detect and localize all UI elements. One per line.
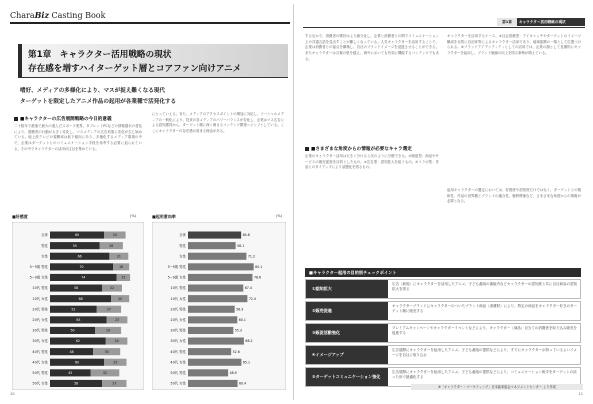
chart2-category-label: 女性 — [179, 254, 186, 259]
checklist-row-desc: キャラクターブランドにキャラクターのついたブランド商品（消費財）により、特定の商品をキャラクター好きのターゲット層に販売する — [392, 304, 578, 313]
chart2-value-label: 64.8 — [242, 233, 250, 238]
chapter-subtitle: 存在感を増すハイターゲット層とコアファン向けアニメ — [28, 64, 242, 74]
chart2-category-label: 30代 女性 — [170, 339, 186, 344]
chart1-value-label-series2: 15 — [121, 275, 126, 280]
checklist-row-desc: 広告（新規）にキャラクターを活用したアニメ、子ども番組の番組内などキャラクターの認知度と共に自社商品の認知拡大を図る — [392, 282, 577, 291]
chart2-title: ■起用意向率 — [152, 214, 176, 219]
left-page — [6, 6, 292, 398]
right-body-col2: キャラクターを活用するケース。④社会貢献型：アイキャッチやターゲットのイメージ醸成を目的に自治体等によるキャラクター活用であり、地域振興の一環として位置づけられる。⑤ブランドアイデンティティとしての活用では、企業の顔として長期的にキャラクターを起用し、ブランド価値の向上を図る事例が増えている。 — [447, 34, 581, 56]
checklist-row-head: ①認知拡大 — [306, 280, 388, 298]
chart1-value-label-series2: 27 — [106, 307, 111, 312]
chart2-value-label: 67.4 — [244, 286, 252, 291]
chart2-category-label: 5~9歳 男性 — [167, 265, 186, 269]
chart2-category-label: 40代 男性 — [170, 349, 186, 354]
checklist-row-head: ③販促活動強化 — [306, 324, 388, 342]
chart2-value-label: 60.1 — [238, 318, 246, 322]
chart1-value-label-series2: 32 — [102, 371, 107, 375]
chart1-value-label-series2: 30 — [104, 349, 109, 354]
running-header — [497, 18, 585, 26]
brand-logo — [10, 10, 105, 20]
chart1-value-label-series1: 63 — [76, 318, 81, 322]
right-body-col1: するなかで、消費者の嗜好はより細分化し、企業と消費者との間でコミュニケーション上の共通言語を見出すことが難しくなっている。人気キャラクターを活用することで、企業は消費者との接点を構築し、自社のブランドイメージを浸透させることができる。またキャラクターは言葉の壁を越え、海外においても有効に機能するコンテンツでもある。 — [305, 34, 439, 61]
chart2-value-label: 71.2 — [247, 254, 255, 259]
chart1-category-label: 40代 男性 — [32, 349, 48, 354]
section-heading-1: ■キャラクターの広告展開戦略の今日的意義 — [14, 116, 112, 122]
source-footnote: ※「キャラクター・マーケティング」日本能率協会マネジメントセンター より作成 — [411, 384, 583, 390]
chart2-value-label: 60.4 — [239, 381, 247, 386]
chart1-value-label-series2: 20 — [118, 296, 123, 301]
section-heading-2: ■さまざまな角度からの情報が必要なキャラ選定 — [305, 146, 412, 152]
chart2-bar — [188, 295, 247, 302]
chart1-category-label: 50代 男性 — [32, 371, 48, 375]
checklist-row-head: ④イメージアップ — [306, 346, 388, 364]
chart1-value-label-series2: 26 — [109, 243, 114, 248]
chart2-value-label: 78.6 — [253, 275, 262, 280]
chart1-value-label-series1: 60 — [74, 233, 80, 238]
brand-accent: Biz — [34, 10, 49, 20]
checklist-row — [305, 279, 581, 299]
chart1-category-label: 20代 女性 — [32, 318, 48, 322]
checklist-row-desc: 広告展開にキャラクターを起用したアニメ、子ども番組の提供などにより、コミュニケーション相手をターゲットの絞った形で最適化する — [392, 370, 577, 379]
chart2-bar — [188, 348, 231, 355]
chart2-bar — [188, 380, 238, 387]
right-page — [301, 6, 587, 398]
chart2-value-label: 72.4 — [248, 296, 256, 301]
chart2-category-label: 10代 男性 — [170, 286, 186, 291]
chart2-bar — [188, 242, 236, 249]
checklist-row-desc: プレミアムキャンペーンやキャラクターイベントなどにより、キャラクター（商品）目当ての消費者を取り込み販売を促進する — [392, 326, 577, 335]
chart2-category-label: 50代 男性 — [170, 371, 186, 375]
chart2-category-label: 20代 男性 — [170, 307, 186, 312]
chart2-value-label: 80.1 — [255, 265, 263, 269]
chart2-category-label: 50代 女性 — [170, 381, 186, 386]
chart1-category-label: 30代 女性 — [32, 339, 48, 344]
checklist-row-head: ②販売促進 — [306, 302, 388, 320]
chart1-value-label-series2: 23 — [115, 318, 120, 322]
chart1-value-label-series2: 24 — [112, 233, 117, 238]
chart1-category-label: 5~9歳 女性 — [29, 275, 48, 280]
lead-line-2: ターゲットを限定したアニメ作品の起用が各業種で活発化する — [20, 99, 177, 105]
chart2-bar — [188, 285, 243, 292]
chart2-bar — [188, 369, 228, 376]
chart1-unit: (%) — [130, 214, 137, 218]
chart1-value-label-series2: 24 — [114, 339, 119, 344]
chart1-category-label: 20代 男性 — [32, 307, 48, 312]
body-text-col1: 二十数年で最速で最大の進んだスポーツ業界、タブレットPCなどの情報端末の普及により、視聴者の行動が大きく変化し、マスメディアの広告効果に変化が生じ始めている。地上波テレビの視聴率は低下傾向にあり、多様化するメディア環境の中で、企業はターゲットとのコミュニケーション手段を再考する必要に迫られている。その中でキャラクターの活用が注目を集めている。 — [14, 124, 142, 151]
chart2-category-label: 40代 女性 — [170, 360, 186, 365]
chart1-value-label-series1: 45 — [68, 371, 73, 375]
brand-prefix: Chara — [10, 11, 35, 20]
chapter-title-banner — [18, 44, 288, 78]
page-gutter — [293, 4, 294, 400]
chart2-category-label: 20代 女性 — [170, 318, 186, 322]
chart1-value-label-series1: 74 — [81, 275, 86, 280]
right-body-col3: 企業のキャラクター活用は大きく分けると次のように分類できる。①販促型：商品やサービスの販売促進を目的としたもの。②広告型：認知拡大を狙うもの。③コラボ型：作品とのタイアップにより話題化を図るもの。 — [305, 154, 439, 170]
checklist-title: ■キャラクター起用の目的別チェックポイント — [305, 268, 581, 277]
chart2-bar — [188, 263, 254, 270]
running-header-label: キャラクター活用戦略の現状 — [519, 20, 566, 24]
chart1-value-label-series1: 58 — [74, 286, 79, 291]
chart1-category-label: 男性 — [41, 243, 48, 248]
chart2-category-label: 男性 — [179, 243, 186, 248]
chart1-stacked-bar — [12, 222, 144, 390]
body-text-col2: にとっていえる。また、メディアのアクセスポイントの増加に対応し、ソーシャルメディアの一般化により、従来の各メディアのパワーバランスが変化し、企業はマス広告による認知獲得から、ターゲット層に深く刺さるコンテンツ開発へとシフトしている。ここにキャラクターの存在感が高まる理由がある。 — [152, 112, 284, 134]
chart1-value-label-series1: 48 — [69, 349, 74, 354]
right-body-col4: 起用キャラクターの選定においては、好感度や認知度だけではなく、ターゲットとの親和性、作品の世界観とブランドの適合性、権利関係など、さまざまな角度からの情報が必要となる。 — [447, 188, 581, 204]
chart2-bar — [188, 306, 235, 313]
chart1-category-label: 10代 男性 — [32, 286, 48, 291]
chart2-bar — [188, 232, 241, 239]
chart2-value-label: 52.6 — [232, 349, 240, 354]
brand-suffix: Casting Book — [48, 11, 106, 20]
chart1-value-label-series2: 22 — [110, 286, 115, 291]
running-header-chapter: 第1章 — [497, 18, 517, 26]
chapter-title: 第1章 キャラクター活用戦略の現状 — [28, 50, 172, 60]
chart2-bar — [188, 274, 252, 281]
checklist-row-head: ⑤ターゲットコミュニケーション強化 — [306, 368, 388, 386]
chart1-title: ■好感度 — [12, 214, 28, 219]
chart1-value-label-series2: 21 — [116, 254, 121, 259]
chart2-category-label: 10代 女性 — [170, 296, 186, 301]
chart2-bar — [188, 327, 233, 334]
chart1-value-label-series1: 52 — [71, 307, 76, 312]
chart2-category-label: 5~9歳 女性 — [167, 275, 186, 280]
chart1-value-label-series1: 55 — [72, 243, 77, 248]
chart2-category-label: 30代 男性 — [170, 328, 186, 333]
chart1-category-label: 40代 女性 — [32, 360, 48, 365]
chart1-value-label-series1: 66 — [77, 254, 82, 259]
chart1-category-label: 5~9歳 男性 — [29, 265, 48, 269]
lead-line-1: 嗜好、メディアの多様化により、マスが捉え難くなる現代 — [20, 88, 165, 94]
chart1-value-label-series1: 62 — [75, 339, 80, 344]
chart2-value-label: 68.2 — [245, 339, 253, 344]
chart1-value-label-series1: 60 — [74, 360, 80, 365]
chart1-category-label: 30代 男性 — [32, 328, 48, 333]
chart2-value-label: 56.9 — [236, 307, 244, 312]
chart2-value-label: 55.3 — [234, 328, 242, 333]
chart2-bar — [188, 338, 244, 345]
chart2-bar — [188, 253, 246, 260]
chart2-bar — [188, 316, 237, 323]
chart1-category-label: 女性 — [41, 254, 48, 259]
chart2-value-label: 58.1 — [237, 243, 245, 248]
chart1-value-label-series2: 29 — [106, 328, 111, 333]
chart1-category-label: 50代 女性 — [32, 381, 48, 386]
chart2-value-label: 65.1 — [242, 360, 250, 365]
checklist-row — [305, 345, 581, 365]
checklist-row — [305, 301, 581, 321]
chart2-bar — [188, 359, 241, 366]
chart1-value-label-series1: 50 — [70, 328, 75, 333]
chart2-unit: (%) — [276, 214, 283, 218]
page-number-right: 11 — [578, 392, 583, 396]
chart2-value-label: 48.9 — [229, 371, 237, 375]
checklist-row-desc: 広告展開にキャラクターを起用したアニメ、子ども番組の提供などにより、すでにキャラクターが持っているよいイメージを自社に取り込む — [392, 348, 578, 357]
chart1-category-label: 全体 — [41, 233, 48, 238]
chart1-value-label-series2: 25 — [113, 360, 118, 365]
chart1-value-label-series1: 70 — [79, 265, 84, 269]
chart1-value-label-series1: 68 — [78, 296, 83, 301]
header-rule — [10, 22, 290, 24]
chart2-bar — [152, 222, 286, 390]
chart1-value-label-series2: 18 — [119, 265, 124, 269]
chart1-value-label-series1: 58 — [74, 381, 79, 386]
header-rule-right — [303, 27, 585, 28]
page-number-left: 10 — [10, 392, 15, 396]
chart1-value-label-series2: 27 — [112, 381, 117, 386]
chart1-category-label: 10代 女性 — [32, 296, 48, 301]
checklist-row — [305, 323, 581, 343]
chart2-category-label: 全体 — [179, 233, 186, 238]
